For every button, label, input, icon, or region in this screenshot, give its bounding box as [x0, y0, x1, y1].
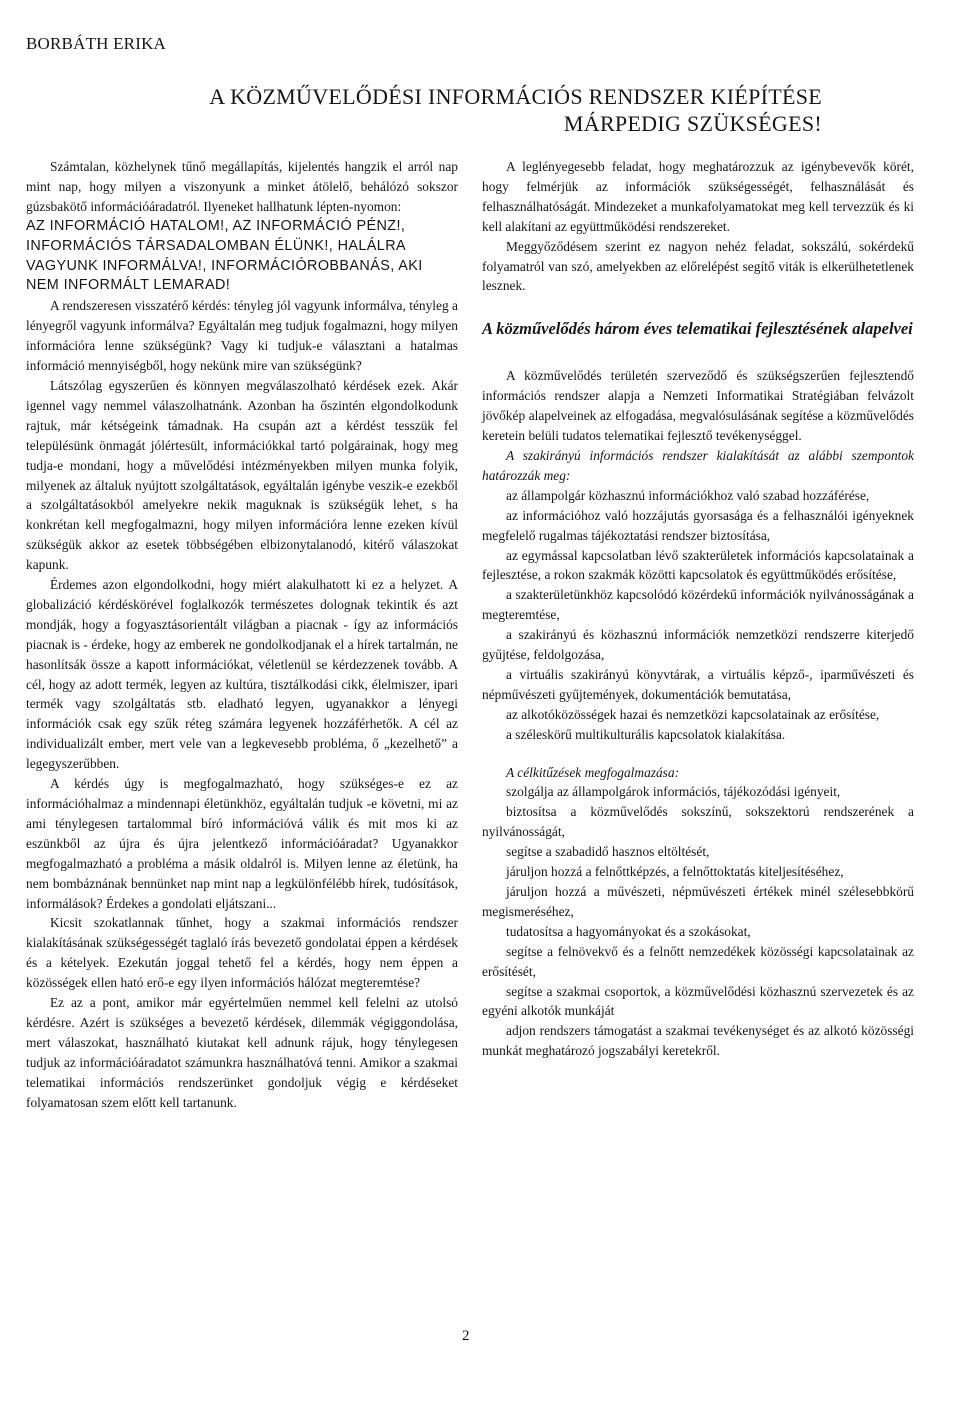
list-item: az egymással kapcsolatban lévő szakterületek információs kapcsolatainak a fejlesztése, a rokon szakmák közötti kapcsolatok és együttműködés erősítése, — [482, 547, 914, 583]
list-item: a széleskörű multikulturális kapcsolatok kialakítása. — [506, 726, 786, 742]
paragraph: Számtalan, közhelynek tűnő megállapítás, kijelentés hangzik el arról nap mint nap, hogy milyen a viszonyunk a minket átölelő, behálózó sokszor gúzsbakötő információáradatról. Ilyeneket hallhatunk lépten-nyomon: — [26, 159, 458, 214]
slogans-paragraph: AZ INFORMÁCIÓ HATALOM!, AZ INFORMÁCIÓ PÉNZ!, INFORMÁCIÓS TÁRSADALOMBAN ÉLÜNK!, HALÁLRA VAGYUNK INFORMÁLVA!, INFORMÁCIÓROBBANÁS, AKI NEM INFORMÁLT LEMARAD! — [26, 217, 423, 294]
list-item: segítse a szakmai csoportok, a közművelődési közhasznú szervezetek és az egyéni alkotók munkáját — [482, 983, 914, 1019]
list-item: a virtuális szakirányú könyvtárak, a virtuális képző-, iparművészeti és népművészeti gyűjtemények, dokumentációk bemutatása, — [482, 666, 914, 702]
list-item: segítse a szabadidő hasznos eltöltését, — [506, 844, 710, 860]
list-item: az információhoz való hozzájutás gyorsasága és a felhasználói igényeknek megfelelő rugalmas tájékoztatási rendszer biztosítása, — [482, 507, 914, 543]
left-column — [26, 157, 458, 1113]
section-heading: A közművelődés három éves telematikai fejlesztésének alapelvei — [482, 319, 913, 339]
list-item: adjon rendszers támogatást a szakmai tevékenységet és az alkotó közösségi munkát meghatározó jogszabályi keretekről. — [482, 1023, 914, 1059]
goals-list — [482, 782, 914, 1061]
paragraph: Meggyőződésem szerint ez nagyon nehéz feladat, sokszálú, sokérdekű folyamatról van szó, amelyekben az előrelépést segítő viták is elkerülhetetlenek lesznek. — [482, 238, 914, 294]
list-item: a szakterületünkhöz kapcsolódó közérdekű információk nyilvánosságának a megteremtése, — [482, 587, 914, 623]
paragraph: Ez az a pont, amikor már egyértelműen nemmel kell felelni az utolsó kérdésre. Azért is szükséges a bevezető kérdések, dilemmák végiggondolása, mert válaszokat, használható kiutakat kell adnunk rájuk, hogy ténylegesen tudjuk az információáradatot számunkra használhatóvá tenni. Amikor a szakmai telematikai információs rendszerünket gondoljuk végig e kérdéseket folyamatosan szem előtt kell tartanunk. — [26, 995, 458, 1110]
paragraph: A közművelődés területén szerveződő és szükségszerűen fejlesztendő információs rendszer alapja a Nemzeti Informatikai Stratégiában felvázolt jövőkép alapelveinek az elfogadása, megvalósulásának segítése a közművelődés keretein belüli tudatos telematikai fejlesztő tevékenységgel. — [482, 368, 914, 444]
paragraph: Látszólag egyszerűen és könnyen megválaszolható kérdések ezek. Akár igennel vagy nemmel válaszolhatnánk. Azonban ha őszintén elgondolkodunk rajtuk, már kétségeink támadnak. Ha csupán azt a kérdést tesszük fel településünk önmagát jólértesült, információkkal tartó polgárainak, hogy meg tudja-e mondani, hogy a művelődési intézményekben milyen munka folyik, milyenek az általuk nyújtott szolgáltatások, egyáltalán igénybe veszik-e ezekből a szolgáltatásokból amelyekre nekik maguknak is szükségük lehet, s ha konkrétan kell megfogalmazni, hogy milyen információra lenne ezeken kívül szükségük akkor az esetek többségében elbizonytalanodó, kitérő válaszokat kapunk. — [26, 377, 458, 573]
page-number: 2 — [462, 1328, 470, 1344]
right-column — [482, 157, 914, 1061]
title-line-2: MÁRPEDIG SZÜKSÉGES! — [563, 111, 822, 136]
title-line-1: A KÖZMŰVELŐDÉSI INFORMÁCIÓS RENDSZER KIÉPÍTÉSE — [209, 84, 822, 109]
paragraph: A leglényegesebb feladat, hogy meghatározzuk az igénybevevők körét, hogy felmérjük az információk szükségességét, felhasználását és felhasználhatóságát. Mindezeket a munkafolyamatokat meg kell tervezzük és ki kell alakítani az együttműködési rendszereket. — [482, 159, 914, 234]
list-item: járuljon hozzá a művészeti, népművészeti értékek minél szélesebbkörű megismeréséhez, — [482, 884, 914, 919]
list-item: a szakirányú és közhasznú információk nemzetközi rendszerre kiterjedő gyűjtése, feldolgozása, — [482, 627, 914, 663]
article-title — [60, 83, 822, 137]
list-item: biztosítsa a közművelődés sokszínű, sokszektorú rendszerének a nyilvánosságát, — [482, 804, 914, 840]
paragraph: A rendszeresen visszatérő kérdés: tényleg jól vagyunk informálva, tényleg a lényegről vagyunk informálva? Egyáltalán meg tudjuk fogalmazni, hogy milyen információra lenne szükségünk? Vagy ki tudjuk-e választani a hatalmas információ mennyiségből, hogy nekünk mire van szükségünk? — [26, 298, 458, 374]
list-item: szolgálja az állampolgárok információs, tájékozódási igényeit, — [506, 784, 841, 800]
aspects-list — [482, 486, 914, 745]
list-item: járuljon hozzá a felnőttképzés, a felnőttoktatás kiteljesítéséhez, — [506, 864, 844, 880]
subheading-aspects: A szakirányú információs rendszer kialakítását az alábbi szempontok határozzák meg: — [482, 447, 914, 483]
list-item: az állampolgár közhasznú információkhoz való szabad hozzáférése, — [506, 487, 870, 503]
subheading-goals: A célkitűzések megfogalmazása: — [506, 764, 680, 780]
author-name: BORBÁTH ERIKA — [26, 34, 167, 53]
paragraph: Érdemes azon elgondolkodni, hogy miért alakulhatott ki ez a helyzet. A globalizáció kérdéskörével foglalkozók természetes dolognak tekintik és azt mondják, hogy a fogyasztásorientált világban a piacnak - így az információs piacnak is - érdeke, hogy az emberek ne gondolkodjanak el a hírek tartalmán, ne hasonlítsák össze a kapott információkat, véletlenül se kérdezzenek tovább. A cél, hogy az adott termék, legyen az kultúra, tisztálkodási cikk, élelmiszer, ipari termék vagy szolgáltatás stb. eladható legyen, ugyanakkor a lényegi információk csak egy szűk réteg számára legyenek hozzáférhetők. A cél az individualizált ember, mert vele van a legkevesebb probléma, ő „kezelhető” a legegyszerűbben. — [26, 577, 458, 772]
list-item: az alkotóközösségek hazai és nemzetközi kapcsolatainak az erősítése, — [506, 706, 880, 722]
list-item: segítse a felnövekvő és a felnőtt nemzedékek közösségi kapcsolatainak az erősítését, — [482, 943, 914, 979]
list-item: tudatosítsa a hagyományokat és a szokásokat, — [506, 923, 751, 939]
paragraph: Kicsit szokatlannak tűnhet, hogy a szakmai információs rendszer kialakításának szükségességét taglaló írás bevezető gondolatai éppen a kérdések és a kételyek. Ezekután joggal tehető fel a kérdés, hogy nem éppen a közösségek ellen ható erő-e egy ilyen információs hálózat megteremtése? — [26, 915, 458, 991]
paragraph: A kérdés úgy is megfogalmazható, hogy szükséges-e ez az információhalmaz a mindennapi életünkhöz, egyáltalán tudjuk -e követni, mi az ami ténylegesen tartalommal bíró információvá válik és mit mos ki az eszünkből az újra és újra jelentkező információáradat? Ugyanakkor megfogalmazható a probléma a másik oldalról is. Milyen lenne az életünk, ha nem bombáznának bennünket nap mint nap a legkülönfélébb hírek, tudósítások, informálások? Érdekes a gondolati eljátszani... — [26, 776, 458, 911]
